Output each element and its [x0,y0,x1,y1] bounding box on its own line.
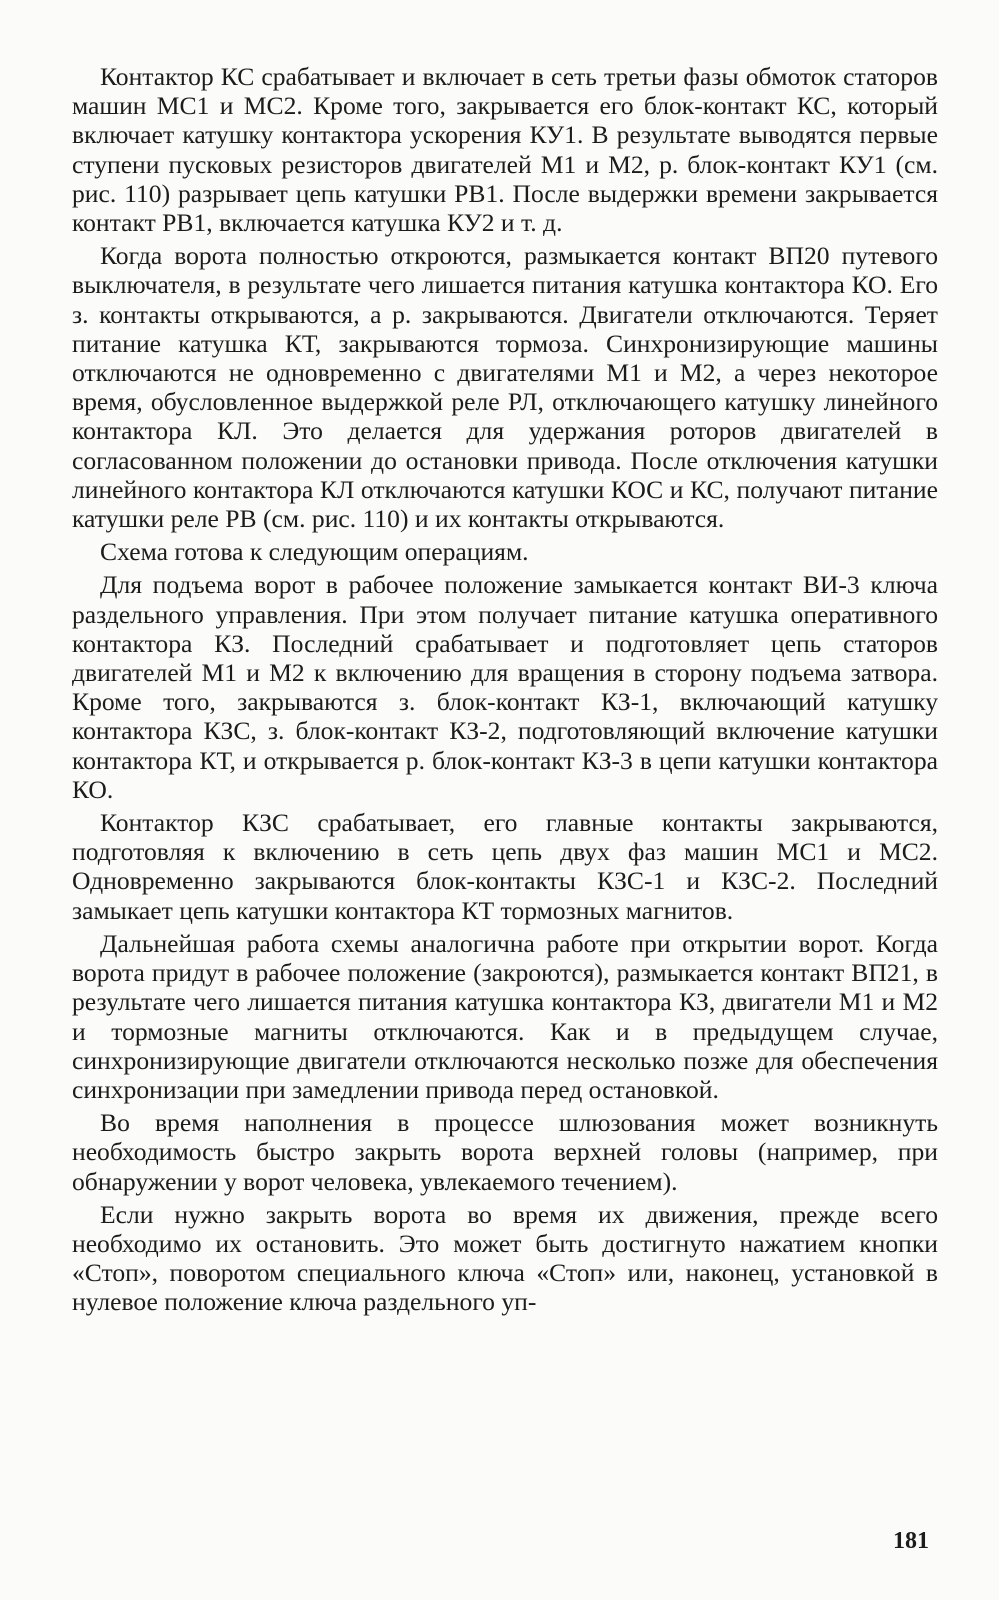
paragraph-1: Контактор КС срабатывает и включает в сеть третьи фазы обмоток статоров машин МС1 и МС2. Кроме того, закрывается его блок-контакт КС, который включает катушку контактора ускорения КУ1. В результате выводятся первые ступени пусковых резисторов двигателей М1 и М2, р. блок-контакт КУ1 (см. рис. 110) разрывает цепь катушки РВ1. После выдержки времени закрывается контакт РВ1, включается катушка КУ2 и т. д. [72,62,938,238]
paragraph-5: Контактор КЗС срабатывает, его главные контакты закрываются, подготовляя к включению в сеть цепь двух фаз машин МС1 и МС2. Одновременно закрываются блок-контакты КЗС-1 и КЗС-2. Последний замыкает цепь катушки контактора КТ тормозных магнитов. [72,808,938,925]
page-body [72,62,938,1321]
paragraph-3: Схема готова к следующим операциям. [100,537,529,567]
paragraph-2: Когда ворота полностью откроются, размыкается контакт ВП20 путевого выключателя, в результате чего лишается питания катушка контактора КО. Его з. контакты открываются, а р. закрываются. Двигатели отключаются. Теряет питание катушка КТ, закрываются тормоза. Синхронизирующие машины отключаются не одновременно с двигателями М1 и М2, а через некоторое время, обусловленное выдержкой реле РЛ, отключающего катушку линейного контактора КЛ. Это делается для удержания роторов двигателей в согласованном положении до остановки привода. После отключения катушки линейного контактора КЛ отключаются катушки КОС и КС, получают питание катушки реле РВ (см. рис. 110) и их контакты открываются. [72,241,938,534]
paragraph-7: Во время наполнения в процессе шлюзования может возникнуть необходимость быстро закрыть ворота верхней головы (например, при обнаружении у ворот человека, увлекаемого течением). [72,1108,938,1196]
page-number: 181 [893,1528,929,1554]
paragraph-8: Если нужно закрыть ворота во время их движения, прежде всего необходимо их остановить. Это может быть достигнуто нажатием кнопки «Стоп», поворотом специального ключа «Стоп» или, наконец, установкой в нулевое положение ключа раздельного уп- [72,1199,938,1317]
paragraph-4: Для подъема ворот в рабочее положение замыкается контакт ВИ-3 ключа раздельного управления. При этом получает питание катушка оперативного контактора КЗ. Последний срабатывает и подготовляет цепь статоров двигателей М1 и М2 к включению для вращения в сторону подъема затвора. Кроме того, закрываются з. блок-контакт КЗ-1, включающий катушку контактора КЗС, з. блок-контакт КЗ-2, подготовляющий включение катушки контактора КТ, и открывается р. блок-контакт КЗ-3 в цепи катушки контактора КО. [72,570,938,804]
paragraph-6: Дальнейшая работа схемы аналогична работе при открытии ворот. Когда ворота придут в рабочее положение (закроются), размыкается контакт ВП21, в результате чего лишается питания катушка контактора КЗ, двигатели М1 и М2 и тормозные магниты отключаются. Как и в предыдущем случае, синхронизирующие двигатели отключаются несколько позже для обеспечения синхронизации при замедлении привода перед остановкой. [72,928,938,1104]
